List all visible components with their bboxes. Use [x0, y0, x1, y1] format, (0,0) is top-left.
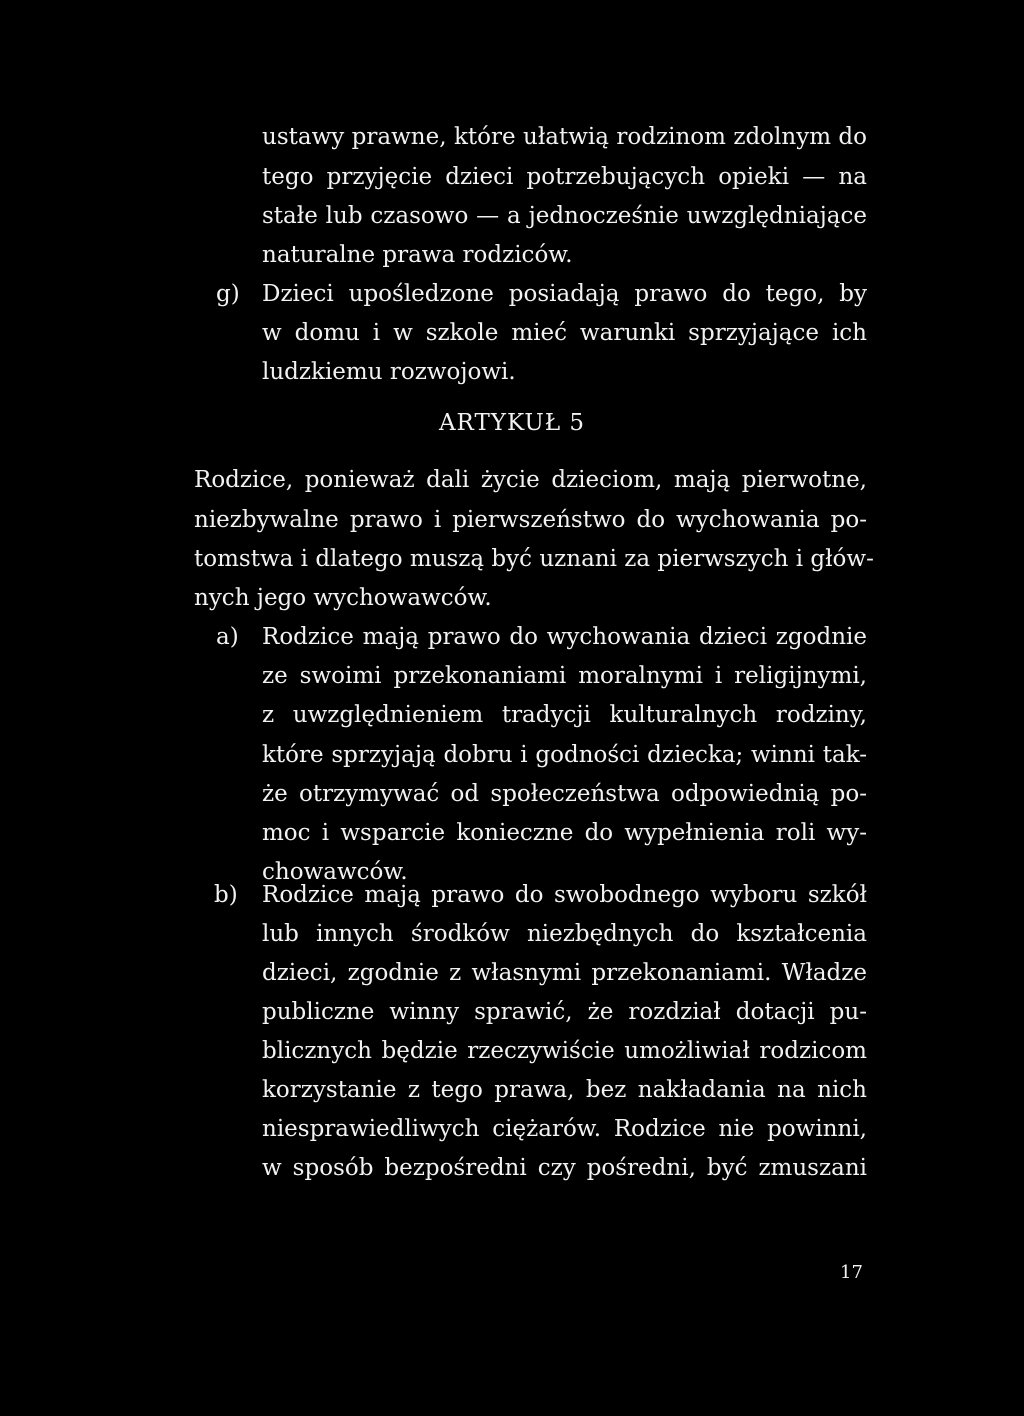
text-line: blicznych będzie rzeczywiście umożliwiał rodzicom	[262, 1038, 867, 1064]
text-line: tomstwa i dlatego muszą być uznani za pierwszych i głów-	[194, 546, 874, 572]
text-line: Rodzice, ponieważ dali życie dzieciom, mają pierwotne,	[194, 467, 867, 493]
article-heading: ARTYKUŁ 5	[438, 410, 586, 436]
text-line: w sposób bezpośredni czy pośredni, być zmuszani	[262, 1155, 867, 1181]
text-line: chowawców.	[262, 859, 408, 885]
text-line: naturalne prawa rodziców.	[262, 242, 573, 268]
text-line: stałe lub czasowo — a jednocześnie uwzględniające	[262, 203, 867, 229]
text-line: w domu i w szkole mieć warunki sprzyjające ich	[262, 320, 867, 346]
text-line: nych jego wychowawców.	[194, 585, 492, 611]
text-line: Rodzice mają prawo do wychowania dzieci zgodnie	[262, 624, 867, 650]
item-label: g)	[216, 281, 240, 307]
text-line: moc i wsparcie konieczne do wypełnienia roli wy-	[262, 820, 867, 846]
text-line: ustawy prawne, które ułatwią rodzinom zdolnym do	[262, 124, 867, 150]
text-line: niezbywalne prawo i pierwszeństwo do wychowania po-	[194, 507, 867, 533]
text-line: że otrzymywać od społeczeństwa odpowiednią po-	[262, 781, 867, 807]
text-line: ze swoimi przekonaniami moralnymi i religijnymi,	[262, 663, 867, 689]
item-label: a)	[216, 624, 239, 650]
text-line: tego przyjęcie dzieci potrzebujących opieki — na	[262, 164, 867, 190]
text-line: korzystanie z tego prawa, bez nakładania na nich	[262, 1077, 867, 1103]
text-line: z uwzględnieniem tradycji kulturalnych rodziny,	[262, 702, 867, 728]
text-line: Rodzice mają prawo do swobodnego wyboru szkół	[262, 882, 867, 908]
item-label: b)	[214, 882, 238, 908]
text-line: publiczne winny sprawić, że rozdział dotacji pu-	[262, 999, 867, 1025]
text-line: Dzieci upośledzone posiadają prawo do tego, by	[262, 281, 867, 307]
page-number: 17	[840, 1262, 863, 1283]
text-line: niesprawiedliwych ciężarów. Rodzice nie powinni,	[262, 1116, 867, 1142]
text-line: ludzkiemu rozwojowi.	[262, 359, 516, 385]
text-line: lub innych środków niezbędnych do kształcenia	[262, 921, 867, 947]
text-line: dzieci, zgodnie z własnymi przekonaniami. Władze	[262, 960, 867, 986]
text-line: które sprzyjają dobru i godności dziecka; winni tak-	[262, 742, 867, 768]
